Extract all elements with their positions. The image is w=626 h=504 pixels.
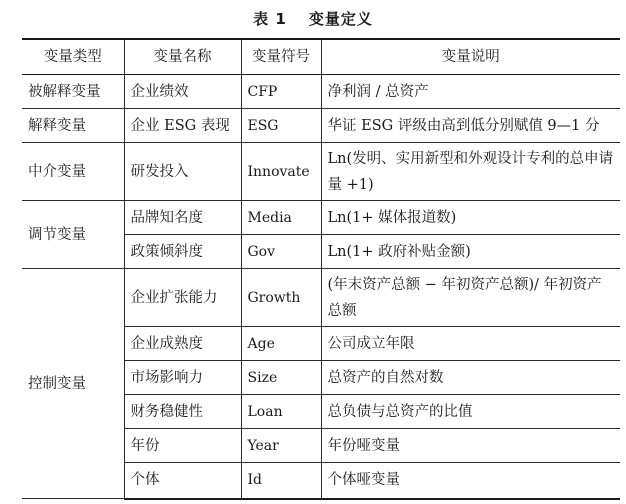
variable-symbol: Gov <box>241 235 321 269</box>
variable-symbol: CFP <box>241 75 321 109</box>
table-caption <box>0 8 626 29</box>
table-title: 变量定义 <box>308 10 373 28</box>
table-row <box>22 201 620 235</box>
variable-name: 企业扩张能力 <box>124 269 241 327</box>
header-variable-type: 变量类型 <box>22 39 124 75</box>
variable-symbol: ESG <box>241 109 321 143</box>
variable-description: 净利润 / 总资产 <box>321 75 620 109</box>
table-header-row <box>22 39 620 75</box>
variable-description: Ln(1+ 媒体报道数) <box>321 201 620 235</box>
variable-description: (年末资产总额 − 年初资产总额)/ 年初资产总额 <box>321 269 620 327</box>
variable-name: 市场影响力 <box>124 361 241 395</box>
table-number: 表 1 <box>253 10 287 28</box>
group-moderator-variable: 调节变量 <box>22 201 124 269</box>
header-variable-symbol: 变量符号 <box>241 39 321 75</box>
table-row <box>22 269 620 327</box>
variable-name: 企业绩效 <box>124 75 241 109</box>
variable-symbol: Year <box>241 429 321 463</box>
variable-symbol: Age <box>241 327 321 361</box>
variable-definition-table <box>22 38 620 500</box>
variable-name: 个体 <box>124 463 241 499</box>
table-row <box>22 75 620 109</box>
variable-name: 财务稳健性 <box>124 395 241 429</box>
variable-description: 华证 ESG 评级由高到低分别赋值 9—1 分 <box>321 109 620 143</box>
variable-name: 研发投入 <box>124 143 241 201</box>
variable-symbol: Loan <box>241 395 321 429</box>
variable-description: Ln(1+ 政府补贴金额) <box>321 235 620 269</box>
variable-name: 企业成熟度 <box>124 327 241 361</box>
variable-symbol: Id <box>241 463 321 499</box>
variable-symbol: Growth <box>241 269 321 327</box>
variable-symbol: Size <box>241 361 321 395</box>
group-mediator-variable: 中介变量 <box>22 143 124 201</box>
group-explanatory-variable: 解释变量 <box>22 109 124 143</box>
variable-description: 个体哑变量 <box>321 463 620 499</box>
table-row <box>22 109 620 143</box>
table-row <box>22 143 620 201</box>
variable-description: 总资产的自然对数 <box>321 361 620 395</box>
variable-symbol: Innovate <box>241 143 321 201</box>
variable-name: 品牌知名度 <box>124 201 241 235</box>
variable-name: 政策倾斜度 <box>124 235 241 269</box>
group-control-variable: 控制变量 <box>22 269 124 499</box>
header-variable-description: 变量说明 <box>321 39 620 75</box>
variable-name: 企业 ESG 表现 <box>124 109 241 143</box>
variable-name: 年份 <box>124 429 241 463</box>
group-explained-variable: 被解释变量 <box>22 75 124 109</box>
header-variable-name: 变量名称 <box>124 39 241 75</box>
variable-description: 公司成立年限 <box>321 327 620 361</box>
variable-description: Ln(发明、实用新型和外观设计专利的总申请量 +1) <box>321 143 620 201</box>
variable-description: 总负债与总资产的比值 <box>321 395 620 429</box>
variable-symbol: Media <box>241 201 321 235</box>
variable-description: 年份哑变量 <box>321 429 620 463</box>
